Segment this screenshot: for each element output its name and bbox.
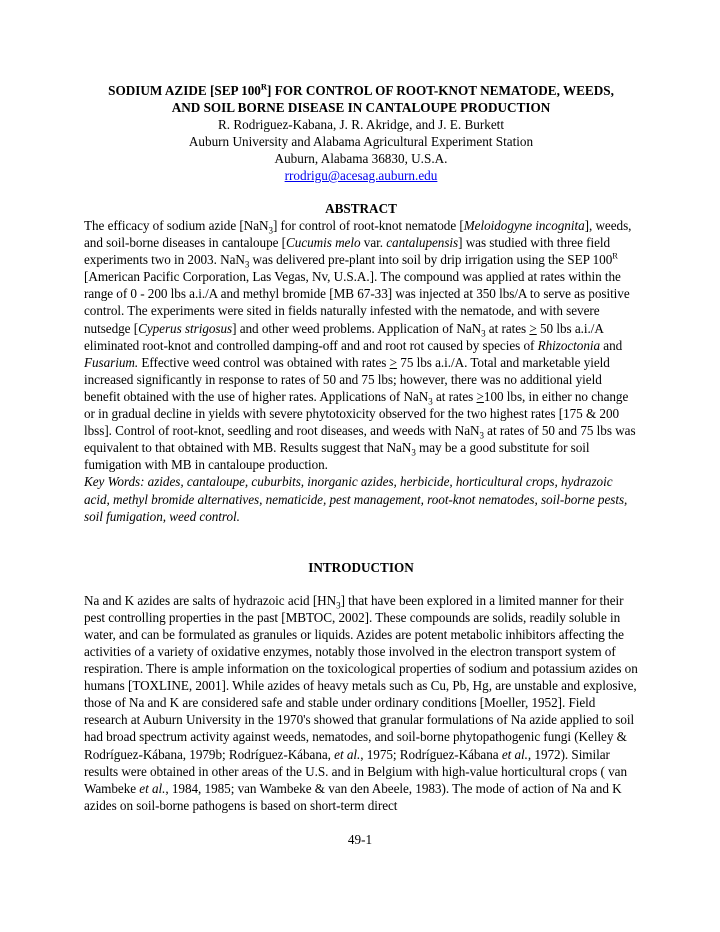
authors: R. Rodriguez-Kabana, J. R. Akridge, and J. E. Burkett [217, 117, 505, 132]
email-link[interactable]: rrodrigu@acesag.auburn.edu [284, 168, 438, 183]
introduction-heading: INTRODUCTION [308, 559, 414, 575]
page-number: 49-1 [347, 832, 373, 847]
keywords: Key Words: azides, cantaloupe, cuburbits, inorganic azides, herbicide, horticultural crops, hydrazoic acid, methyl bromide alternatives, nematicide, pest management, root-knot nematodes, soil-borne pests, soil fumigation, weed control. [84, 474, 628, 524]
introduction-text: Na and K azides are salts of hydrazoic acid $[HN_3]$ that have been explored in a limited manner for their pest controlling properties in the past [MBTOC, 2002]. These compounds are solids, readily soluble in water, and can be formulated as granules or liquids. Azides are potent metabolic inhibitors affecting the activities of a variety of oxidative enzymes, notably those involved in the electron transport system of respiration. There is ample information on the toxicological properties of sodium and potassium azides on humans [TOXLINE, 2001]. While azides of heavy metals such as Cu, Pb, Hg, are unstable and explosive, those of Na and K are considered safe and stable under ordinary conditions [Moeller, 1952]. Field research at Auburn University in the 1970's showed that granular formulations of Na azide applied to soil had broad spectrum activity against weeds, nematodes, and soil-borne phytopathogenic fungi (Kelley & Rodríguez-Kábana, 1979b; Rodríguez-Kábana, et al., 1975; Rodríguez-Kábana et al., 1972). Similar results were obtained in other areas of the U.S. and in Belgium with high-value horticultural crops ( van Wambeke et al., 1984, 1985; van Wambeke & van den Abeele, 1983). The mode of action of Na and K azides on soil-borne pathogens is based on short-term direct [84, 592, 638, 813]
location: Auburn, Alabama 36830, U.S.A. [274, 151, 448, 166]
paper-title: SODIUM AZIDE [SEP $100^R$] FOR CONTROL OF ROOT-KNOT NEMATODE, WEEDS, AND SOIL BORNE DISEASE IN CANTALOUPE PRODUCTION [108, 81, 614, 115]
abstract-text: The efficacy of sodium azide [NaN$_3$] for control of root-knot nematode [Meloidogyne incognita], weeds, and soil-borne diseases in cantaloupe [Cucumis melo var. cantalupensis] was studied with three field experiments two in 2003. NaN$_3$ was delivered pre-plant into soil by drip irrigation using the SEP $100^R$ [American Pacific Corporation, Las Vegas, Nv, U.S.A.]. The compound was applied at rates within the range of 0 - 200 lbs a.i./A and methyl bromide [MB 67-33] was injected at 350 lbs/A to serve as positive control. The experiments were sited in fields naturally infested with the nematode, and with severe nutsedge [Cyperus strigosus] and other weed problems. Application of NaN$_3$ at rates > 50 lbs a.i./A eliminated root-knot and controlled damping-off and and root rot caused by species of Rhizoctonia and Fusarium. Effective weed control was obtained with rates > 75 lbs a.i./A. Total and marketable yield increased significantly in response to rates of 50 and 75 lbs; however, there was no additional yield benefit obtained with the use of higher rates. Applications of NaN$_3$ at rates >100 lbs, in either no change or in gradual decline in yields with severe phytotoxicity observed for the two highest rates [175 & 200 lbss]. Control of root-knot, seedling and root diseases, and weeds with NaN$_3$ at rates of 50 and 75 lbs was equivalent to that obtained with MB. Results suggest that NaN$_3$ may be a good substitute for soil fumigation with MB in cantaloupe production. [84, 218, 636, 473]
abstract-heading: ABSTRACT [325, 201, 397, 216]
affiliation: Auburn University and Alabama Agricultural Experiment Station [188, 134, 534, 149]
